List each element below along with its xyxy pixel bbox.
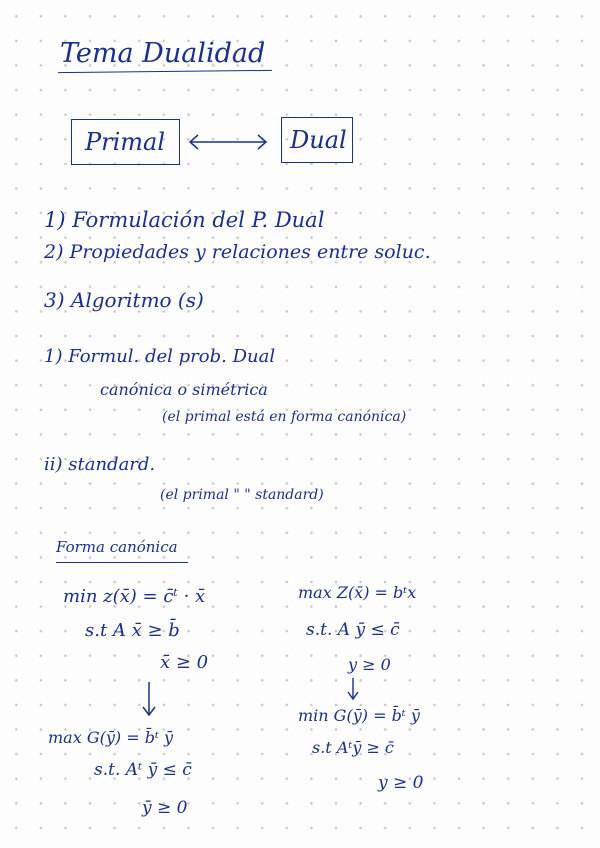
section-title: Forma canónica	[56, 538, 178, 556]
down-arrow-icon	[345, 676, 361, 702]
outline-item-2: 2) Propiedades y relaciones entre soluc.	[44, 241, 431, 263]
note-i-sub: canónica o simétrica	[100, 380, 268, 399]
left-dual-objective: max G(ȳ) = b̄ᵗ ȳ	[48, 728, 174, 747]
left-primal-constraint: s.t A x̄ ≥ b̄	[85, 620, 180, 641]
dual-box	[281, 117, 353, 163]
down-arrow-icon	[140, 680, 158, 718]
left-dual-constraint: s.t. Aᵗ ȳ ≤ c̄	[94, 760, 192, 780]
double-arrow-icon	[186, 132, 270, 152]
note-i-detail: (el primal está en forma canónica)	[162, 409, 407, 425]
outline-item-3: 3) Algoritmo (s)	[44, 288, 204, 312]
left-primal-objective: min z(x̄) = c̄ᵗ · x̄	[63, 586, 206, 607]
right-dual-objective: min G(ȳ) = b̄ᵗ ȳ	[298, 706, 420, 725]
right-dual-nonneg: y ≥ 0	[378, 773, 424, 793]
primal-label: Primal	[85, 128, 166, 156]
note-ii-detail: (el primal " " standard)	[160, 487, 324, 503]
right-primal-constraint: s.t. A ȳ ≤ c̄	[306, 620, 400, 640]
right-dual-constraint: s.t Aᵗȳ ≥ c̄	[312, 738, 394, 757]
primal-box	[71, 119, 180, 165]
page-title: Tema Dualidad	[60, 38, 266, 69]
left-dual-nonneg: ȳ ≥ 0	[142, 798, 188, 818]
outline-item-1: 1) Formulación del P. Dual	[44, 208, 325, 232]
note-ii-heading: ii) standard.	[44, 454, 156, 475]
title-underline	[58, 70, 272, 73]
dual-label: Dual	[290, 126, 347, 154]
right-primal-nonneg: y ≥ 0	[348, 655, 391, 674]
section-underline	[56, 562, 188, 563]
note-i-heading: 1) Formul. del prob. Dual	[44, 346, 276, 367]
left-primal-nonneg: x̄ ≥ 0	[160, 652, 209, 673]
right-primal-objective: max Z(x̄) = bᵗx	[298, 583, 417, 602]
